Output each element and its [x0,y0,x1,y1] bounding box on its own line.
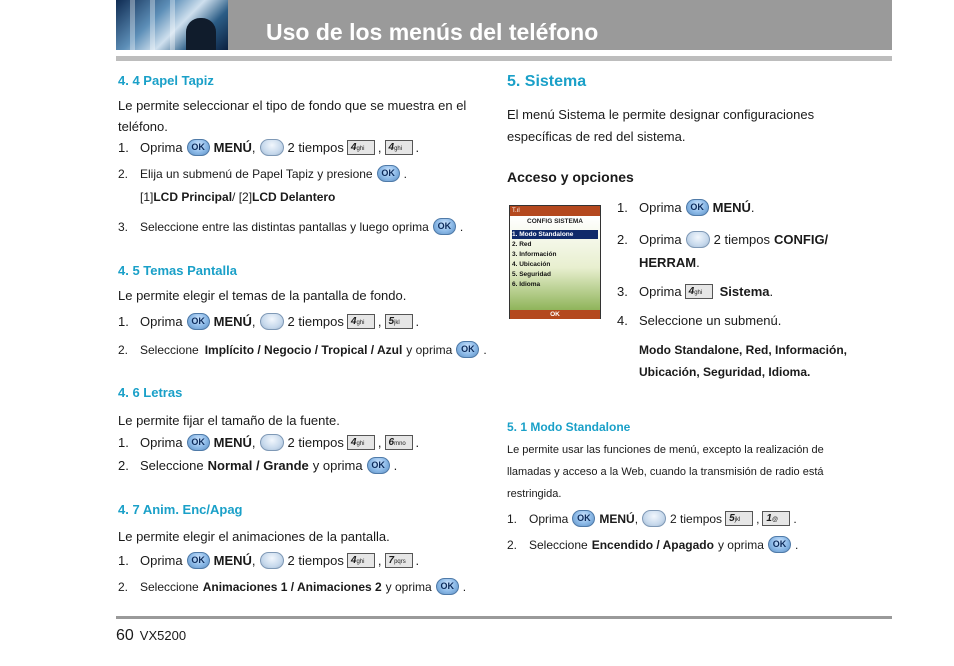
section-heading-letras: 4. 6 Letras [118,385,183,400]
ok-key-icon: OK [377,165,400,182]
nav-key-icon [260,139,284,156]
papel-tapiz-desc-1: Le permite seleccionar el tipo de fondo que se muestra en el [118,98,467,113]
nav-key-icon [260,552,284,569]
key-4-icon: 4ghi [347,314,375,329]
anim-step-2: 2. Seleccione Animaciones 1 / Animaciones 2 y oprima OK . [118,579,467,594]
key-4-icon: 4ghi [347,435,375,450]
ok-key-icon: OK [367,457,390,474]
nav-key-icon [260,313,284,330]
papel-tapiz-options: [1] LCD Principal / [2] LCD Delantero [140,190,336,204]
ok-key-icon: OK [768,536,791,553]
key-5-icon: 5jkl [725,511,753,526]
key-7-icon: 7pqrs [385,553,413,568]
phone-menu-item: 4. Ubicación [512,261,551,268]
letras-desc: Le permite fijar el tamaño de la fuente. [118,413,340,428]
header-divider [116,56,892,61]
ok-key-icon: OK [572,510,595,527]
section-heading-sistema: 5. Sistema [507,73,587,90]
key-6-icon: 6mno [385,435,413,450]
standalone-step-1: 1. Oprima OK MENÚ , 2 tiempos 5jkl , 1@ . [507,511,797,526]
section-heading-temas-pantalla: 4. 5 Temas Pantalla [118,263,237,278]
model-name: VX5200 [139,628,187,643]
footer [116,627,186,645]
ok-key-icon: OK [187,139,210,156]
temas-step-2: 2. Seleccione Implícito / Negocio / Tropical / Azul y oprima OK . [118,342,487,357]
temas-desc: Le permite elegir el temas de la pantalla de fondo. [118,288,407,303]
ok-key-icon: OK [187,313,210,330]
access-step-1: 1. Oprima OK MENÚ . [617,200,755,215]
section-heading-anim: 4. 7 Anim. Enc/Apag [118,502,243,517]
nav-key-icon [260,434,284,451]
standalone-desc-3: restringida. [507,488,562,500]
anim-desc: Le permite elegir el animaciones de la pantalla. [118,529,390,544]
papel-tapiz-step-3: 3. Seleccione entre las distintas pantallas y luego oprima OK . [118,219,464,234]
temas-step-1: 1. Oprima OK MENÚ , 2 tiempos 4ghi , 5jkl . [118,314,420,329]
nav-key-icon [686,231,710,248]
header-photo [116,0,228,50]
phone-status-bar: T.ıl [510,206,600,216]
anim-step-1: 1. Oprima OK MENÚ , 2 tiempos 4ghi , 7pqrs . [118,553,420,568]
access-step-3: 3. Oprima 4ghi Sistema . [617,284,774,299]
section-heading-papel-tapiz: 4. 4 Papel Tapiz [118,73,214,88]
ok-key-icon: OK [456,341,479,358]
key-4-icon: 4ghi [347,140,375,155]
key-4-icon: 4ghi [685,284,713,299]
phone-softkey: OK [510,310,600,319]
access-step-4: 4. Seleccione un submenú. [617,313,782,328]
phone-menu-item: 6. Idioma [512,281,541,288]
footer-divider [116,616,892,619]
phone-menu-item: 5. Seguridad [512,271,552,278]
access-step-2-cont: HERRAM . [639,255,700,270]
submenu-options-1: Modo Standalone, Red, Información, [639,343,848,357]
sistema-desc-2: específicas de red del sistema. [507,129,686,144]
section-heading-modo-standalone: 5. 1 Modo Standalone [507,420,631,434]
submenu-options-2: Ubicación, Seguridad, Idioma. [639,365,811,379]
sistema-desc-1: El menú Sistema le permite designar configuraciones [507,107,815,122]
papel-tapiz-step-1: 1. Oprima OK MENÚ , 2 tiempos 4ghi , 4ghi . [118,140,420,155]
phone-screen [509,205,601,319]
papel-tapiz-step-2: 2. Elija un submenú de Papel Tapiz y presione OK . [118,166,407,181]
standalone-step-2: 2. Seleccione Encendido / Apagado y oprima OK . [507,537,799,552]
ok-key-icon: OK [187,552,210,569]
phone-menu-item: 2. Red [512,241,532,248]
letras-step-2: 2. Seleccione Normal / Grande y oprima OK . [118,458,398,473]
standalone-desc-1: Le permite usar las funciones de menú, excepto la realización de [507,444,824,456]
page-title: Uso de los menús del teléfono [266,19,599,45]
access-step-2: 2. Oprima 2 tiempos CONFIG/ [617,232,829,247]
letras-step-1: 1. Oprima OK MENÚ , 2 tiempos 4ghi , 6mno . [118,435,420,450]
phone-menu-title: CONFIG SISTEMA [527,218,583,225]
key-4-icon: 4ghi [385,140,413,155]
key-5-icon: 5jkl [385,314,413,329]
phone-menu-item: 3. Información [512,251,557,258]
ok-key-icon: OK [686,199,709,216]
ok-key-icon: OK [187,434,210,451]
ok-key-icon: OK [436,578,459,595]
page-number: 60 [116,627,134,644]
standalone-desc-2: llamadas y acceso a la Web, cuando la transmisión de radio está [507,466,824,478]
key-4-icon: 4ghi [347,553,375,568]
key-1-icon: 1@ [762,511,790,526]
ok-key-icon: OK [433,218,456,235]
phone-menu-item: 1. Modo Standalone [512,230,598,239]
papel-tapiz-desc-2: teléfono. [118,119,168,134]
access-heading: Acceso y opciones [507,169,634,185]
nav-key-icon [642,510,666,527]
